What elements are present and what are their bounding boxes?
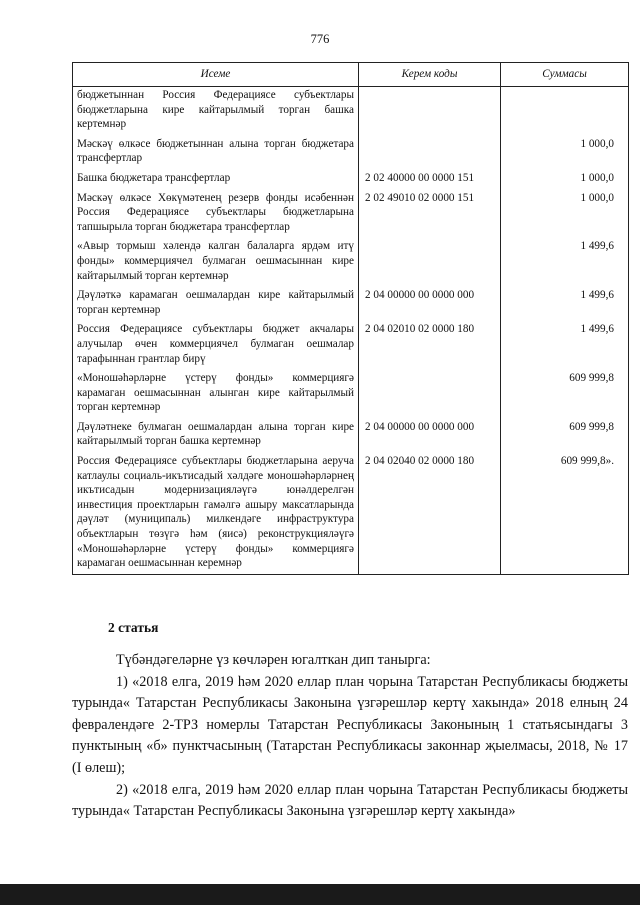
table-row — [73, 237, 629, 286]
row-sum: 1 499,6 — [501, 237, 629, 286]
row-name: «Моношәһәрләрне үстерү фонды» коммерциягә карамаган оешмасыннан алынган кире кайтарылмый торган кертемнәр — [73, 369, 359, 418]
table-row — [73, 452, 629, 574]
row-code: 2 04 00000 00 0000 000 — [359, 286, 501, 320]
row-code: 2 02 49010 02 0000 151 — [359, 189, 501, 238]
header-sum: Суммасы — [501, 63, 629, 87]
table-row — [73, 320, 629, 369]
row-code: 2 02 40000 00 0000 151 — [359, 169, 501, 189]
row-code: 2 04 02040 02 0000 180 — [359, 452, 501, 574]
row-sum: 609 999,8 — [501, 418, 629, 452]
row-code — [359, 369, 501, 418]
row-code — [359, 237, 501, 286]
row-name: Россия Федерациясе субъектлары бюджетларына аеруча катлаулы социаль-икътисадый хәлдәге моношәһәрләрнең икътисадын модернизацияләүгә юнәлдерелгән инвестиция проектларын гамәлгә ашыру максатларында дәүләт (муниципаль) милкендәге инфраструктура объектларын төзүгә һәм (яисә) реконструкцияләүгә «Моношәһәрләрне үстерү фонды» коммерциягә карамаган оешмасыннан керемнәр — [73, 452, 359, 574]
row-name: бюджетыннан Россия Федерациясе субъектлары бюджетларына кире кайтарылмый торган башка кертемнәр — [73, 87, 359, 135]
row-sum: 1 499,6 — [501, 286, 629, 320]
row-sum: 609 999,8 — [501, 369, 629, 418]
row-name: «Авыр тормыш хәлендә калган балаларга ярдәм итү фонды» коммерциячел булмаган оешмасыннан кире кайтарылмый торган кертемнәр — [73, 237, 359, 286]
row-sum: 1 000,0 — [501, 169, 629, 189]
table-row — [73, 369, 629, 418]
table-row — [73, 169, 629, 189]
row-sum: 609 999,8». — [501, 452, 629, 574]
row-sum: 1 000,0 — [501, 135, 629, 169]
row-code: 2 04 02010 02 0000 180 — [359, 320, 501, 369]
page-number: 776 — [310, 32, 330, 46]
row-name: Башка бюджетара трансфертлар — [73, 169, 359, 189]
header-name: Исеме — [73, 63, 359, 87]
scan-edge-border — [0, 884, 640, 905]
row-name: Мәскәү өлкәсе Хөкүмәтенең резерв фонды исәбеннән Россия Федерациясе субъектлары бюджетларына тапшырыла торган бюджетара трансфертлар — [73, 189, 359, 238]
row-sum — [501, 87, 629, 135]
table-row — [73, 286, 629, 320]
paragraph: 2) «2018 елга, 2019 һәм 2020 еллар план чорына Татарстан Республикасы бюджеты турында« Татарстан Республикасы Законына үзгәрешләр кертү хакында» — [72, 781, 628, 820]
row-name: Дәүләтнеке булмаган оешмалардан алына торган кире кайтарылмый торган башка кертемнәр — [73, 418, 359, 452]
table-row — [73, 135, 629, 169]
row-sum: 1 499,6 — [501, 320, 629, 369]
row-sum: 1 000,0 — [501, 189, 629, 238]
header-code: Керем коды — [359, 63, 501, 87]
table-row — [73, 87, 629, 135]
row-name: Россия Федерациясе субъектлары бюджет акчалары алучылар өчен коммерциячел булмаган оешмалар тарафыннан грантлар бирү — [73, 320, 359, 369]
row-code — [359, 87, 501, 135]
row-name: Мәскәү өлкәсе бюджетыннан алына торган бюджетара трансфертлар — [73, 135, 359, 169]
table-row — [73, 189, 629, 238]
paragraph: Түбәндәгеләрне үз көчләрен югалткан дип танырга: — [116, 652, 431, 668]
article-title: 2 статья — [108, 620, 159, 635]
row-code: 2 04 00000 00 0000 000 — [359, 418, 501, 452]
article-body — [72, 650, 628, 823]
table-row — [73, 418, 629, 452]
paragraph: 1) «2018 елга, 2019 һәм 2020 еллар план чорына Татарстан Республикасы бюджеты турында« Татарстан Республикасы Законына үзгәрешләр кертү хакында» 2018 елның 24 февралендәге 2-ТРЗ номерлы Татарстан Республикасы Законының 1 статьясындагы 3 пунктының «б» пунктчасының (Татарстан Республикасы законнар җыелмасы, 2018, № 17 (I өлеш); — [72, 673, 628, 776]
row-code — [359, 135, 501, 169]
table-header-row — [73, 63, 629, 87]
budget-table — [72, 62, 629, 575]
row-name: Дәүләткә карамаган оешмалардан кире кайтарылмый торган кертемнәр — [73, 286, 359, 320]
